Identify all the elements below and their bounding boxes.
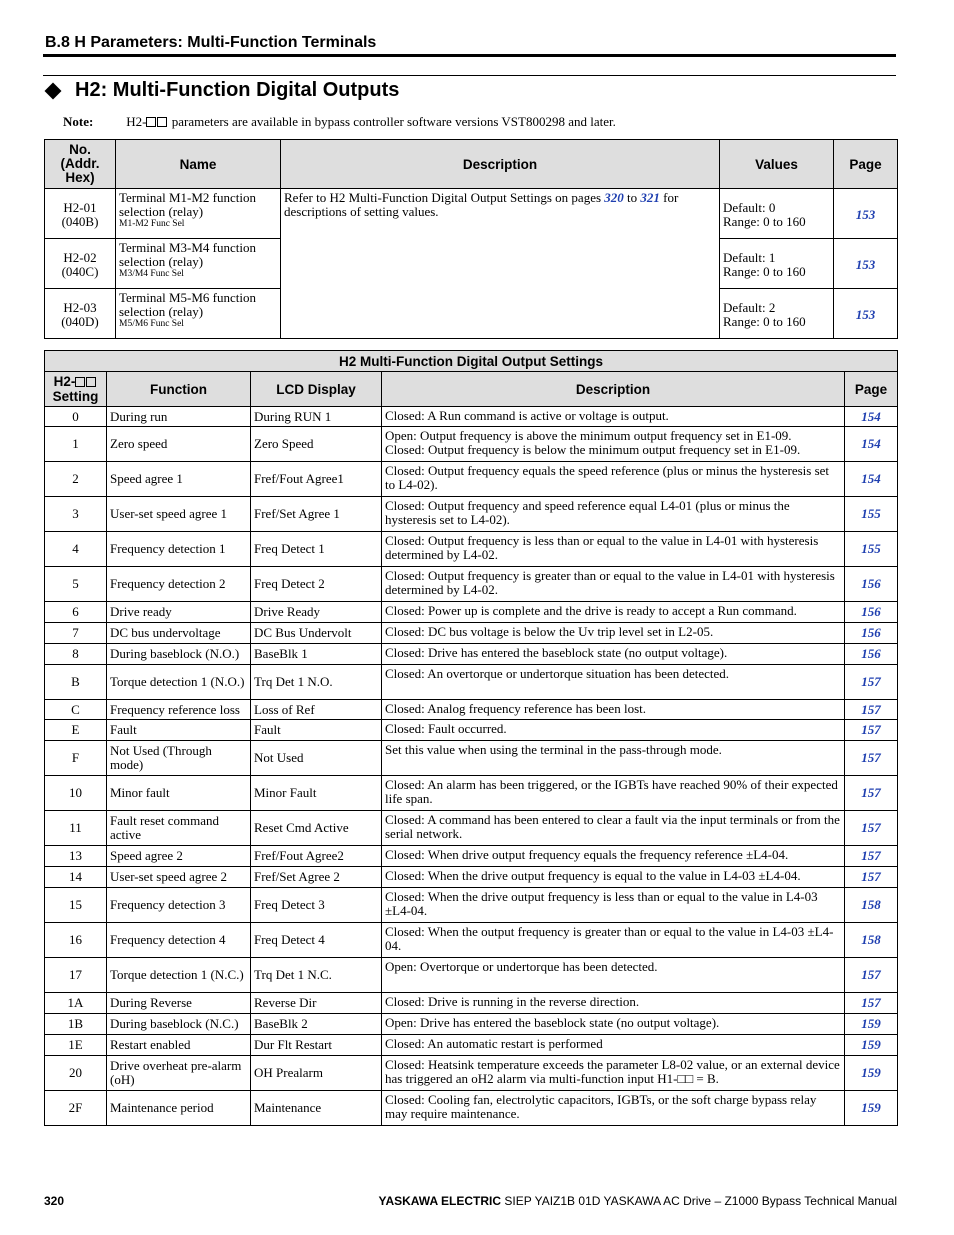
setting-lcd: Fref/Set Agree 1 <box>251 497 382 532</box>
setting-lcd: Loss of Ref <box>251 700 382 720</box>
setting-value: F <box>45 741 107 776</box>
setting-row <box>45 665 898 700</box>
setting-row <box>45 602 898 623</box>
setting-lcd: Fault <box>251 720 382 741</box>
setting-function: During baseblock (N.O.) <box>107 644 251 665</box>
setting-description: Closed: A command has been entered to clear a fault via the input terminals or from the serial network. <box>382 811 845 846</box>
setting-function: During baseblock (N.C.) <box>107 1014 251 1035</box>
setting-description: Closed: Output frequency is less than or equal to the value in L4-01 with hysteresis determined by L4-02. <box>382 532 845 567</box>
page-link[interactable]: 153 <box>834 189 898 239</box>
setting-row <box>45 1091 898 1126</box>
param-row <box>45 189 898 239</box>
col-header-page: Page <box>845 372 898 407</box>
setting-value: 13 <box>45 846 107 867</box>
setting-value: C <box>45 700 107 720</box>
page-link[interactable]: 154 <box>845 427 898 462</box>
note-text: parameters are available in bypass controller software versions VST800298 and later. <box>171 114 616 129</box>
setting-row <box>45 497 898 532</box>
setting-function: Torque detection 1 (N.C.) <box>107 958 251 993</box>
setting-description: Closed: Drive has entered the baseblock state (no output voltage). <box>382 644 845 665</box>
setting-function: Speed agree 1 <box>107 462 251 497</box>
setting-function: Maintenance period <box>107 1091 251 1126</box>
diamond-bullet-icon <box>45 82 62 99</box>
setting-row <box>45 776 898 811</box>
setting-lcd: Maintenance <box>251 1091 382 1126</box>
page-link[interactable]: 157 <box>845 741 898 776</box>
setting-description: Open: Drive has entered the baseblock state (no output voltage). <box>382 1014 845 1035</box>
col-header-description: Description <box>382 372 845 407</box>
setting-row <box>45 407 898 427</box>
setting-value: 1 <box>45 427 107 462</box>
setting-lcd: During RUN 1 <box>251 407 382 427</box>
setting-lcd: Fref/Fout Agree1 <box>251 462 382 497</box>
setting-lcd: Reverse Dir <box>251 993 382 1014</box>
setting-function: Frequency detection 3 <box>107 888 251 923</box>
setting-function: DC bus undervoltage <box>107 623 251 644</box>
lcd-label: M3/M4 Func Sel <box>119 269 184 279</box>
setting-function: During run <box>107 407 251 427</box>
param-description: Refer to H2 Multi-Function Digital Output Settings on pages 320 to 321 for descriptions of setting values. <box>281 189 720 339</box>
setting-function: Speed agree 2 <box>107 846 251 867</box>
page-link[interactable]: 153 <box>834 289 898 339</box>
setting-value: 1B <box>45 1014 107 1035</box>
setting-function: User-set speed agree 1 <box>107 497 251 532</box>
setting-description: Closed: Fault occurred. <box>382 720 845 741</box>
page-link[interactable]: 157 <box>845 665 898 700</box>
setting-function: User-set speed agree 2 <box>107 867 251 888</box>
page-link[interactable]: 155 <box>845 497 898 532</box>
setting-lcd: Freq Detect 1 <box>251 532 382 567</box>
col-header-description: Description <box>281 140 720 189</box>
setting-value: 1E <box>45 1035 107 1056</box>
setting-value: 2F <box>45 1091 107 1126</box>
page-link[interactable]: 159 <box>845 1014 898 1035</box>
page-link[interactable]: 321 <box>640 190 660 205</box>
setting-row <box>45 846 898 867</box>
setting-description: Closed: When drive output frequency equals the frequency reference ±L4-04. <box>382 846 845 867</box>
section-header: B.8 H Parameters: Multi-Function Terminals <box>45 34 377 51</box>
setting-function: Frequency detection 2 <box>107 567 251 602</box>
setting-function: Not Used (Through mode) <box>107 741 251 776</box>
setting-function: Fault reset command active <box>107 811 251 846</box>
lcd-label: M5/M6 Func Sel <box>119 319 184 329</box>
setting-row <box>45 811 898 846</box>
setting-row <box>45 644 898 665</box>
param-name: Terminal M3-M4 function selection (relay) M3/M4 Func Sel <box>116 239 281 289</box>
param-no: H2-03 (040D) <box>45 289 116 339</box>
setting-lcd: Freq Detect 3 <box>251 888 382 923</box>
page-link[interactable]: 157 <box>845 846 898 867</box>
setting-lcd: OH Prealarm <box>251 1056 382 1091</box>
setting-value: 1A <box>45 993 107 1014</box>
param-name: Terminal M5-M6 function selection (relay) M5/M6 Func Sel <box>116 289 281 339</box>
setting-lcd: Drive Ready <box>251 602 382 623</box>
setting-value: 11 <box>45 811 107 846</box>
setting-value: 6 <box>45 602 107 623</box>
setting-row <box>45 867 898 888</box>
setting-row <box>45 741 898 776</box>
param-no: H2-02 (040C) <box>45 239 116 289</box>
setting-description: Closed: Analog frequency reference has been lost. <box>382 700 845 720</box>
setting-lcd: Zero Speed <box>251 427 382 462</box>
setting-description: Closed: DC bus voltage is below the Uv trip level set in L2-05. <box>382 623 845 644</box>
setting-row <box>45 993 898 1014</box>
page-link[interactable]: 158 <box>845 888 898 923</box>
setting-lcd: Minor Fault <box>251 776 382 811</box>
setting-lcd: BaseBlk 1 <box>251 644 382 665</box>
footer-doc-title <box>379 1194 897 1208</box>
header-rule <box>43 54 896 57</box>
setting-value: 7 <box>45 623 107 644</box>
page-link[interactable]: 154 <box>845 407 898 427</box>
note-label: Note: <box>63 114 94 129</box>
setting-function: Frequency reference loss <box>107 700 251 720</box>
page-link[interactable]: 159 <box>845 1035 898 1056</box>
page-link[interactable]: 157 <box>845 867 898 888</box>
setting-value: 10 <box>45 776 107 811</box>
param-values: Default: 1 Range: 0 to 160 <box>720 239 834 289</box>
setting-lcd: Trq Det 1 N.O. <box>251 665 382 700</box>
footer-brand: YASKAWA ELECTRIC <box>378 1194 502 1208</box>
lcd-label: M1-M2 Func Sel <box>119 219 185 229</box>
setting-function: Frequency detection 1 <box>107 532 251 567</box>
setting-description: Open: Overtorque or undertorque has been detected. <box>382 958 845 993</box>
setting-function: Drive overheat pre-alarm (oH) <box>107 1056 251 1091</box>
note-prefix: H2- <box>126 114 147 129</box>
setting-description: Set this value when using the terminal in the pass-through mode. <box>382 741 845 776</box>
placeholder-boxes-icon <box>146 115 168 130</box>
setting-description: Closed: Power up is complete and the drive is ready to accept a Run command. <box>382 602 845 623</box>
setting-value: 5 <box>45 567 107 602</box>
setting-row <box>45 888 898 923</box>
setting-value: 0 <box>45 407 107 427</box>
page-link[interactable]: 153 <box>834 239 898 289</box>
col-header-lcd: LCD Display <box>251 372 382 407</box>
header-rule-thin <box>43 75 896 76</box>
param-values: Default: 2 Range: 0 to 160 <box>720 289 834 339</box>
setting-row <box>45 958 898 993</box>
setting-lcd: Not Used <box>251 741 382 776</box>
param-name: Terminal M1-M2 function selection (relay) M1-M2 Func Sel <box>116 189 281 239</box>
setting-value: 2 <box>45 462 107 497</box>
setting-lcd: Fref/Set Agree 2 <box>251 867 382 888</box>
page-link[interactable]: 320 <box>604 190 624 205</box>
setting-value: 4 <box>45 532 107 567</box>
setting-description: Closed: When the output frequency is greater than or equal to the value in L4-03 ±L4-04. <box>382 923 845 958</box>
param-no: H2-01 (040B) <box>45 189 116 239</box>
parameter-table <box>44 139 898 339</box>
setting-row <box>45 532 898 567</box>
page-link[interactable]: 159 <box>845 1091 898 1126</box>
note <box>63 114 893 130</box>
setting-description: Closed: An alarm has been triggered, or the IGBTs have reached 90% of their expected life span. <box>382 776 845 811</box>
settings-table-title: H2 Multi-Function Digital Output Settings <box>45 351 898 372</box>
page-link[interactable]: 159 <box>845 1056 898 1091</box>
setting-description: Closed: When the drive output frequency is equal to the value in L4-03 ±L4-04. <box>382 867 845 888</box>
placeholder-boxes-icon <box>75 376 97 390</box>
page-link[interactable]: 155 <box>845 532 898 567</box>
setting-row <box>45 1056 898 1091</box>
param-values: Default: 0 Range: 0 to 160 <box>720 189 834 239</box>
setting-row <box>45 1035 898 1056</box>
setting-lcd: Freq Detect 4 <box>251 923 382 958</box>
page-link[interactable]: 156 <box>845 602 898 623</box>
page-link[interactable]: 156 <box>845 644 898 665</box>
page-number: 320 <box>44 1194 65 1208</box>
page-link[interactable]: 157 <box>845 811 898 846</box>
setting-row <box>45 923 898 958</box>
subsection-heading <box>44 79 399 102</box>
setting-row <box>45 623 898 644</box>
col-header-name: Name <box>116 140 281 189</box>
setting-description: Closed: Output frequency and speed reference equal L4-01 (plus or minus the hysteresis set to L4-02). <box>382 497 845 532</box>
setting-description: Closed: Output frequency equals the speed reference (plus or minus the hysteresis set to L4-02). <box>382 462 845 497</box>
setting-value: 3 <box>45 497 107 532</box>
setting-lcd: Dur Flt Restart <box>251 1035 382 1056</box>
setting-value: 17 <box>45 958 107 993</box>
settings-table <box>44 350 898 1126</box>
page-link[interactable]: 157 <box>845 958 898 993</box>
page-link[interactable]: 156 <box>845 623 898 644</box>
page-link[interactable]: 157 <box>845 993 898 1014</box>
setting-row <box>45 567 898 602</box>
setting-row <box>45 720 898 741</box>
footer-doc: SIEP YAIZ1B 01D YASKAWA AC Drive – Z1000 Bypass Technical Manual <box>501 1194 897 1208</box>
setting-function: Zero speed <box>107 427 251 462</box>
subsection-title: H2: Multi-Function Digital Outputs <box>75 79 400 101</box>
page-link[interactable]: 157 <box>845 720 898 741</box>
col-header-setting: H2- Setting <box>45 372 107 407</box>
setting-value: 16 <box>45 923 107 958</box>
setting-description: Closed: A Run command is active or voltage is output. <box>382 407 845 427</box>
setting-description: Closed: An automatic restart is performed <box>382 1035 845 1056</box>
page-link[interactable]: 156 <box>845 567 898 602</box>
setting-function: Fault <box>107 720 251 741</box>
setting-description: Open: Output frequency is above the minimum output frequency set in E1-09. Closed: Output frequency is below the minimum output frequency set in E1-09. <box>382 427 845 462</box>
setting-function: Torque detection 1 (N.O.) <box>107 665 251 700</box>
col-header-page: Page <box>834 140 898 189</box>
setting-lcd: Fref/Fout Agree2 <box>251 846 382 867</box>
page-link[interactable]: 154 <box>845 462 898 497</box>
setting-lcd: DC Bus Undervolt <box>251 623 382 644</box>
page-link[interactable]: 157 <box>845 700 898 720</box>
setting-row <box>45 1014 898 1035</box>
setting-function: During Reverse <box>107 993 251 1014</box>
col-header-function: Function <box>107 372 251 407</box>
setting-lcd: BaseBlk 2 <box>251 1014 382 1035</box>
col-header-no: No. (Addr. Hex) <box>45 140 116 189</box>
setting-value: 8 <box>45 644 107 665</box>
setting-description: Closed: An overtorque or undertorque situation has been detected. <box>382 665 845 700</box>
setting-row <box>45 700 898 720</box>
page-link[interactable]: 158 <box>845 923 898 958</box>
setting-row <box>45 427 898 462</box>
setting-lcd: Trq Det 1 N.C. <box>251 958 382 993</box>
setting-description: Closed: When the drive output frequency is less than or equal to the value in L4-03 ±L4-04. <box>382 888 845 923</box>
setting-lcd: Reset Cmd Active <box>251 811 382 846</box>
setting-value: B <box>45 665 107 700</box>
setting-description: Closed: Drive is running in the reverse direction. <box>382 993 845 1014</box>
setting-value: E <box>45 720 107 741</box>
setting-function: Minor fault <box>107 776 251 811</box>
setting-function: Drive ready <box>107 602 251 623</box>
setting-lcd: Freq Detect 2 <box>251 567 382 602</box>
setting-value: 14 <box>45 867 107 888</box>
setting-description: Closed: Heatsink temperature exceeds the parameter L8-02 value, or an external device has triggered an oH2 alarm via multi-function input H1-□□ = B. <box>382 1056 845 1091</box>
col-header-values: Values <box>720 140 834 189</box>
setting-description: Closed: Output frequency is greater than or equal to the value in L4-01 with hysteresis determined by L4-02. <box>382 567 845 602</box>
page-link[interactable]: 157 <box>845 776 898 811</box>
setting-function: Restart enabled <box>107 1035 251 1056</box>
setting-description: Closed: Cooling fan, electrolytic capacitors, IGBTs, or the soft charge bypass relay may require maintenance. <box>382 1091 845 1126</box>
setting-value: 15 <box>45 888 107 923</box>
setting-value: 20 <box>45 1056 107 1091</box>
setting-function: Frequency detection 4 <box>107 923 251 958</box>
setting-row <box>45 462 898 497</box>
